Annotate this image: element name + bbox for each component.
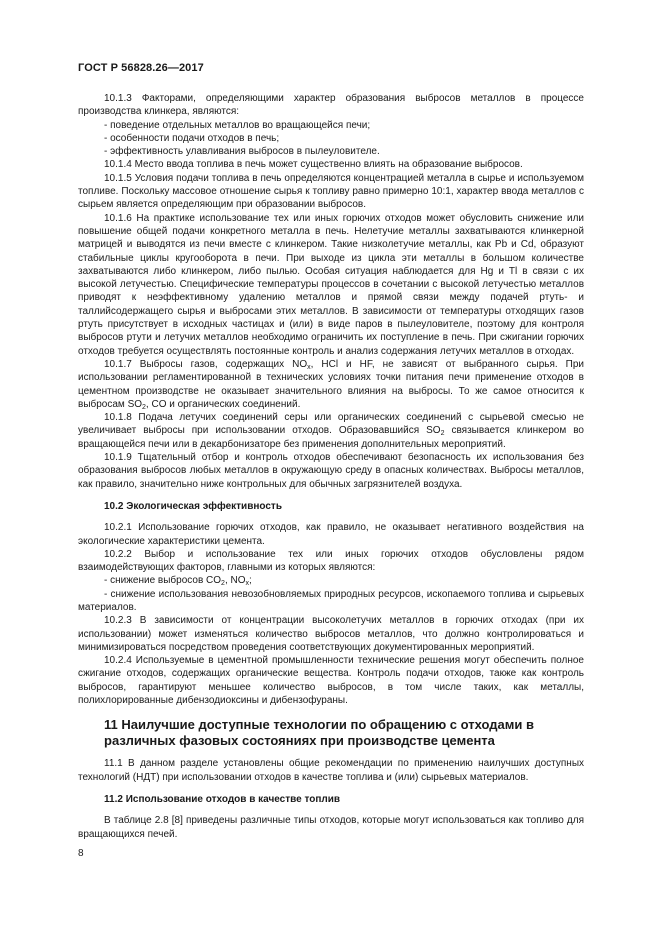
text-run: , HCl и HF, не зависят от выбранного сырья. При использовании регламентированной в технических условиях точки питания печи применение отходов в цементном производстве не оказывает значительного влияния на выбросы. То же самое относится к выбросам SO	[78, 358, 584, 410]
text-run: 10.1.8 Подача летучих соединений серы или органических соединений с сырьевой смесью не увеличивает выбросы при использовании отходов. Образовавшийся SO	[78, 412, 584, 437]
subscript: 2	[221, 580, 225, 588]
subscript: x	[245, 580, 249, 588]
text-run: ;	[249, 575, 252, 587]
text-run: - снижение выбросов CO	[104, 575, 222, 587]
list-item: - поведение отдельных металлов во вращающейся печи;	[104, 119, 371, 131]
paragraph-10-2-2: 10.2.2 Выбор и использование тех или иных горючих отходов обусловлены рядом взаимодействующих факторов, главными из которых являются:	[78, 548, 584, 574]
text-run: 10.1.7 Выбросы газов, содержащих NO	[104, 358, 308, 370]
text-run: , NO	[224, 575, 246, 587]
paragraph-10-1-7	[78, 358, 584, 411]
text-run: связывается клинкером во вращающейся печи или в декарбонизаторе без применения дополнительных мероприятий.	[78, 425, 584, 450]
page-number: 8	[78, 848, 84, 859]
paragraph-10-1-6: 10.1.6 На практике использование тех или иных горючих отходов может обусловить снижение или повышение общей подачи конкретного металла в печь. Нелетучие металлы захватываются клинкерной матрицей и выводятся из печи вместе с клинкером. Такие низколетучие металлы, как Pb и Cd, образуют стабильные циклы кругооборота в печи. При выходе из цикла эти металлы в большом количестве захватываются либо клинкером, либо пылью. Особая ситуация наблюдается для Hg и Tl в связи с их высокой летучестью. Специфические температуры процессов в сочетании с высокой летучестью металлов приводят к неэффективному удалению металлов и прямой связи между подачей ртуть- и таллийсодержащего сырья и выбросами этих металлов. В зависимости от температуры отходящих газов ртуть присутствует в исходных частицах и (или) в виде паров в пылеуловителе, поэтому для контроля выбросов ртути и летучих металлов необходимо ограничить их поступление в печь. При сжигании горючих отходов требуется осуществлять постоянные контроль и анализ содержания летучих металлов в отходах.	[78, 212, 584, 357]
paragraph-11-1: 11.1 В данном разделе установлены общие рекомендации по применению наилучших доступных технологий (НДТ) при использовании отходов в качестве топлива и (или) сырьевых материалов.	[78, 758, 584, 783]
list-item: - особенности подачи отходов в печь;	[104, 132, 280, 144]
list-item	[78, 574, 584, 587]
list-item: - снижение использования невозобновляемых природных ресурсов, ископаемого топлива и сырьевых материалов.	[78, 588, 584, 613]
list-item: - эффективность улавливания выбросов в пылеуловителе.	[104, 146, 380, 158]
paragraph-10-1-3: 10.1.3 Факторами, определяющими характер образования выбросов металлов в процессе производства клинкера, являются:	[78, 93, 584, 118]
subscript: x	[307, 363, 311, 371]
subscript: 2	[440, 430, 445, 438]
paragraph-10-1-5: 10.1.5 Условия подачи топлива в печь определяются концентрацией металла в сырье и используемом топливе. Поскольку массовое отношение сырья к топливу равно примерно 10:1, характер ввода металлов с сырьем является определяющим при образовании выбросов.	[78, 172, 584, 211]
section-heading-10-2: 10.2 Экологическая эффективность	[104, 500, 282, 512]
document-body	[78, 92, 584, 841]
subscript: 2	[142, 403, 146, 411]
paragraph-10-2-4: 10.2.4 Используемые в цементной промышленности технические решения могут обеспечить полное сжигание отходов, содержащих органические вещества. Контроль подачи отходов, также как контроль выбросов, гарантируют меньшее количество выбросов, в том числе таких, как металлы, полихлорированные дибензодиоксины и дибензофураны.	[78, 655, 584, 707]
section-heading-11-2: 11.2 Использование отходов в качестве топлив	[104, 793, 341, 805]
text-run: , CO и органических соединений.	[145, 398, 301, 410]
paragraph-10-2-3: 10.2.3 В зависимости от концентрации высоколетучих металлов в горючих отходах (при их использовании) может изменяться количество выбросов металлов, что должно контролироваться и минимизироваться посредством проведения соответствующих документированных мероприятий.	[78, 615, 584, 653]
chapter-heading-11: 11 Наилучшие доступные технологии по обращению с отходами в различных фазовых состояниях при производстве цемента	[104, 717, 534, 749]
paragraph-11-2: В таблице 2.8 [8] приведены различные типы отходов, которые могут использоваться как топливо для вращающихся печей.	[78, 815, 584, 840]
document-header: ГОСТ Р 56828.26—2017	[78, 62, 204, 74]
paragraph-10-1-4: 10.1.4 Место ввода топлива в печь может существенно влиять на образование выбросов.	[104, 159, 523, 171]
paragraph-10-2-1: 10.2.1 Использование горючих отходов, как правило, не оказывает негативного воздействия на экологические характеристики цемента.	[78, 522, 584, 547]
paragraph-10-1-9: 10.1.9 Тщательный отбор и контроль отходов обеспечивают безопасность их использования без образования выбросов любых металлов в окружающую среду в опасных количествах. Выбросы металлов, как правило, значительно ниже контрольных для обычных загрязнителей воздуха.	[78, 452, 584, 490]
paragraph-10-1-8	[78, 411, 584, 451]
